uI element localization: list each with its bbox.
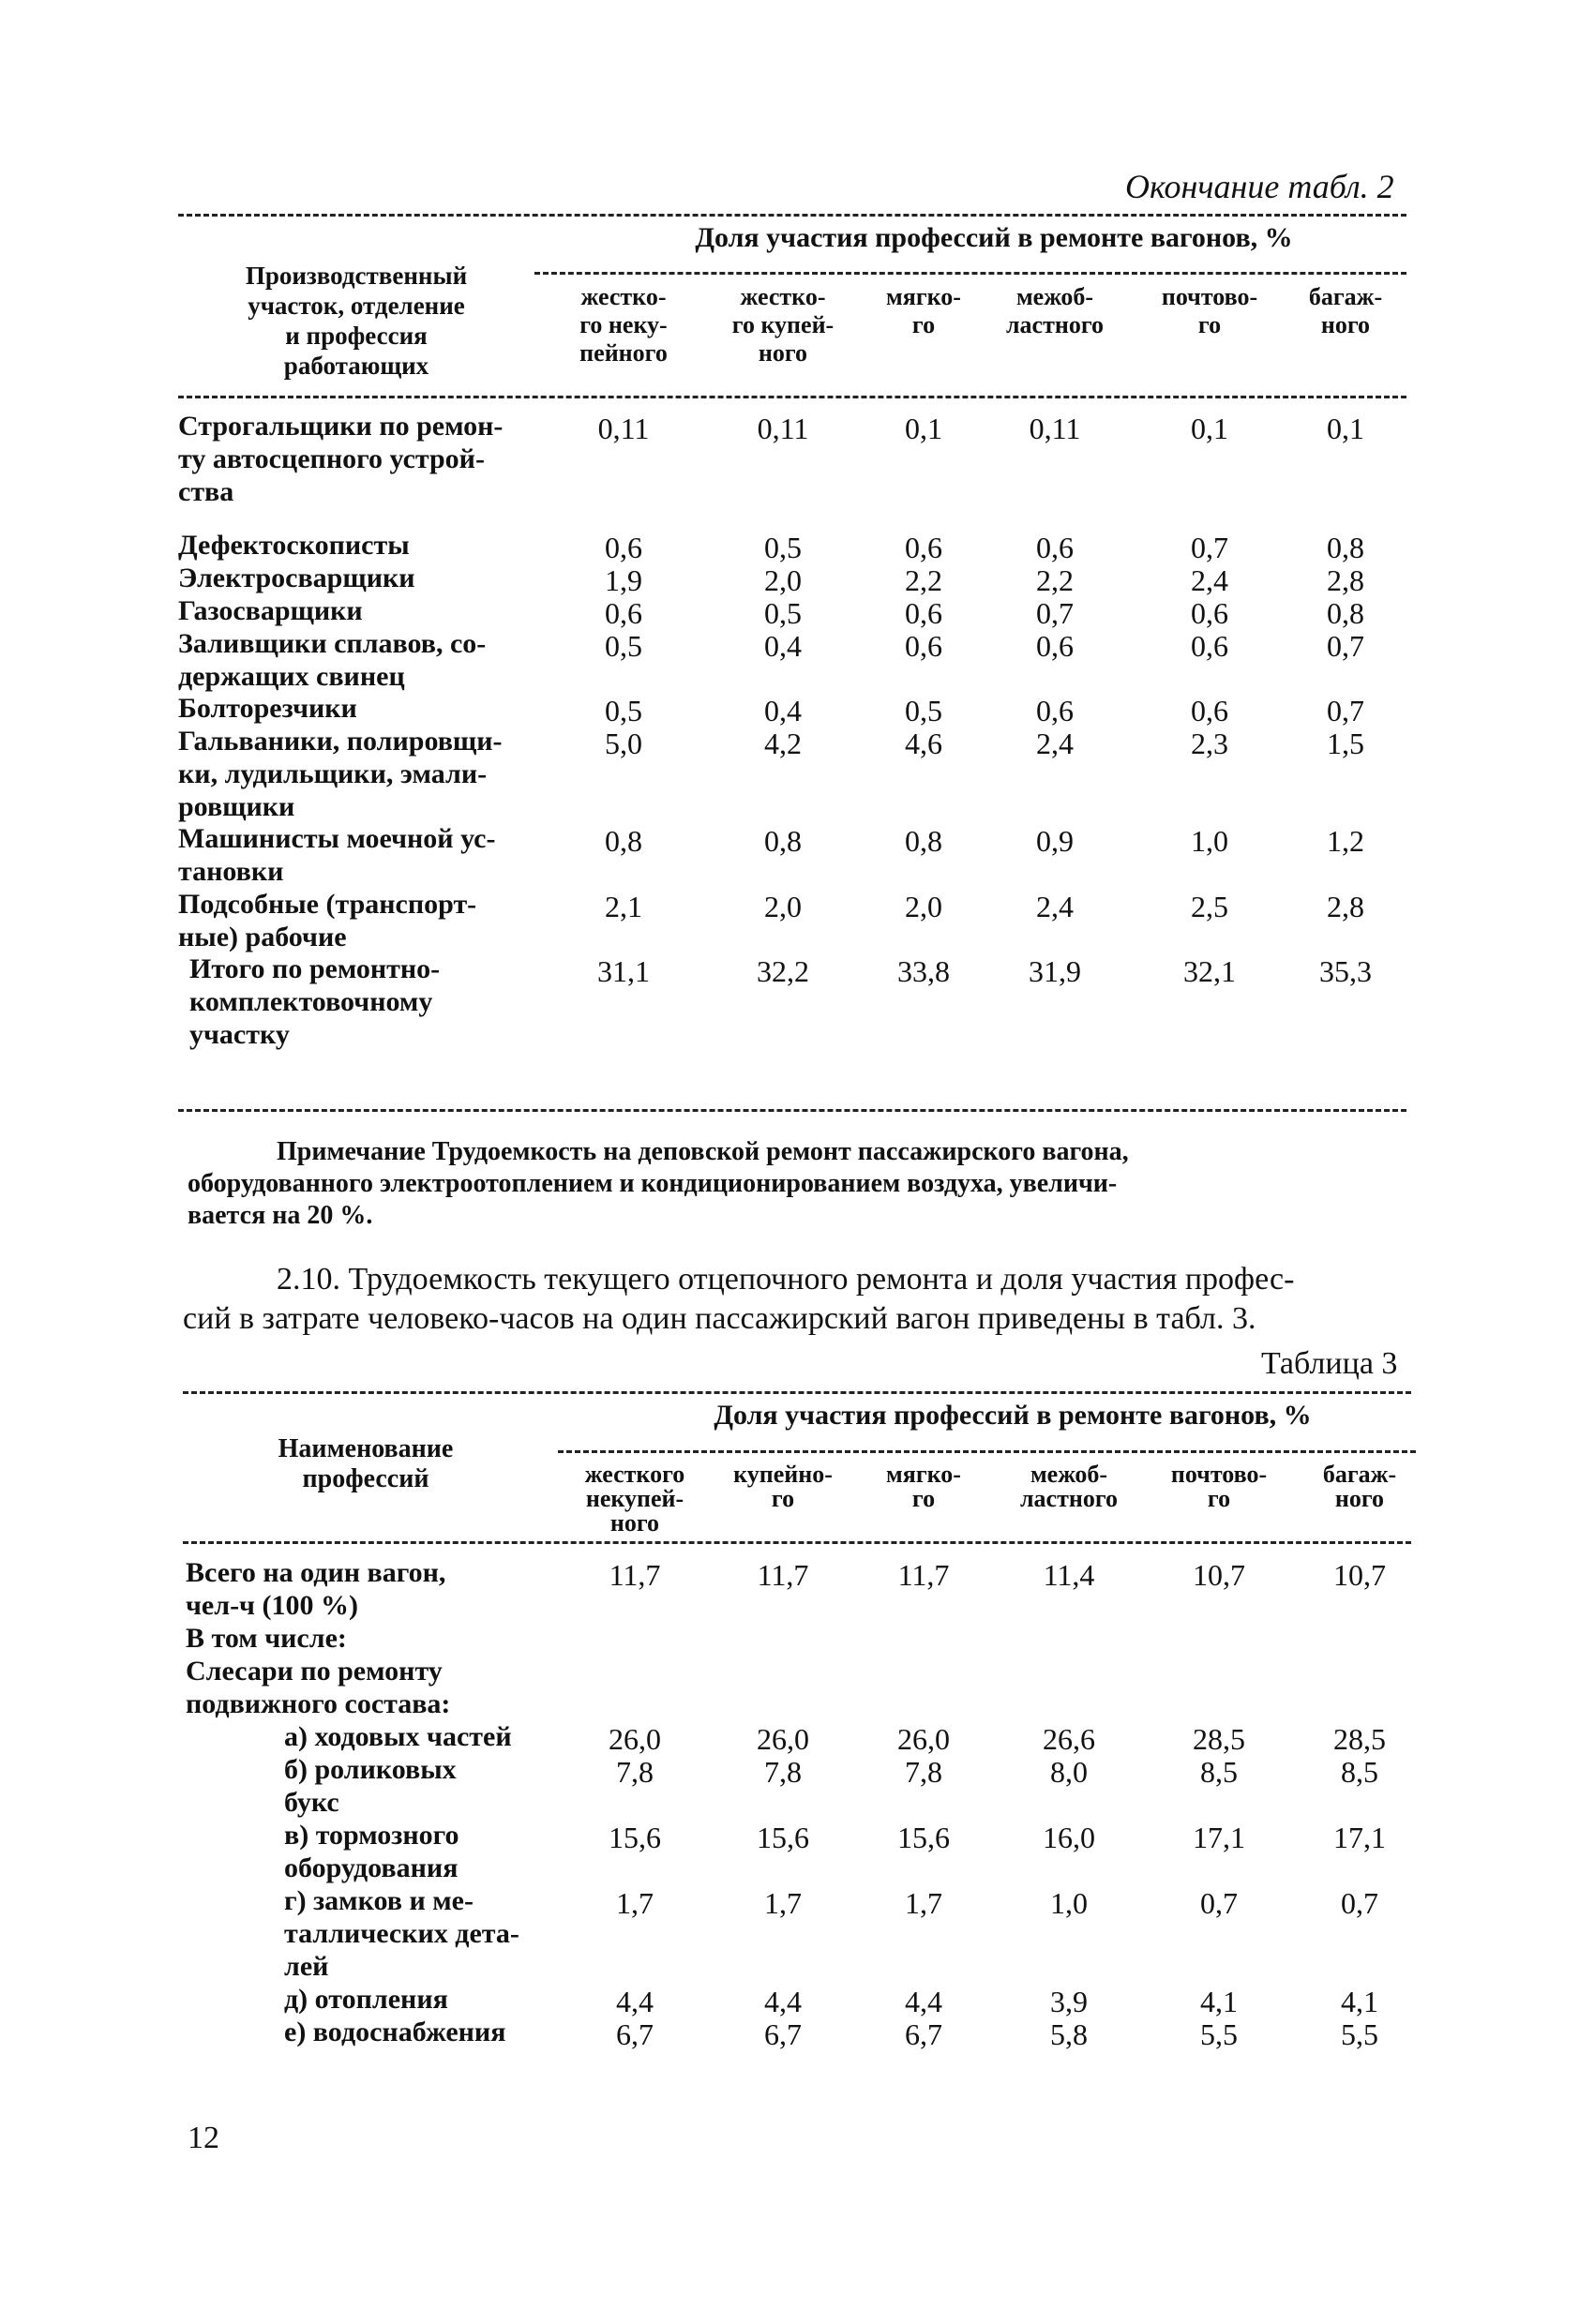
table-cell: 0,5: [605, 629, 642, 663]
table-cell: 4,1: [1341, 1985, 1378, 2018]
section-paragraph: 2.10. Трудоемкость текущего отцепочного ремонта и доля участия профес- сий в затрате человеко-часов на один пассажирский вагон приведены в табл. 3.: [183, 1262, 1295, 1336]
table-cell: 0,1: [1327, 412, 1364, 445]
table-cell: 11,7: [757, 1558, 809, 1592]
table-cell: 16,0: [1043, 1821, 1095, 1854]
table-cell: 11,7: [897, 1558, 950, 1592]
table-cell: 1,7: [905, 1886, 942, 1920]
table-cell: 5,0: [605, 727, 642, 760]
table2-bottom-rule: [178, 1109, 1406, 1112]
table-cell: 11,7: [609, 1558, 661, 1592]
table-cell: 0,8: [1327, 596, 1364, 630]
continuation-caption: Окончание табл. 2: [1125, 168, 1394, 205]
table-cell: 2,0: [764, 563, 802, 597]
table-cell: 10,7: [1193, 1558, 1245, 1592]
row-label: б) роликовых букс: [284, 1754, 457, 1818]
table-cell: 1,2: [1327, 824, 1364, 858]
table-cell: 15,6: [897, 1821, 950, 1854]
table-cell: 0,7: [1327, 629, 1364, 663]
table-cell: 5,5: [1200, 2017, 1238, 2051]
table-cell: 0,6: [605, 531, 642, 564]
table-cell: 1,0: [1050, 1886, 1088, 1920]
table-cell: 2,2: [1036, 563, 1074, 597]
row-label: Строгальщики по ремон- ту автосцепного устрой- ства: [178, 411, 504, 507]
table-cell: 2,3: [1191, 727, 1228, 760]
row-label: Заливщики сплавов, со- держащих свинец: [178, 628, 487, 692]
table-cell: 28,5: [1333, 1722, 1386, 1756]
table-cell: 0,4: [764, 694, 802, 727]
table-cell: 4,6: [905, 727, 942, 760]
row-label: е) водоснабжения: [284, 2017, 506, 2047]
table-cell: 8,5: [1341, 1755, 1378, 1789]
table-cell: 0,6: [1036, 694, 1074, 727]
row-label: Всего на один вагон, чел-ч (100 %): [186, 1557, 446, 1621]
table-cell: 8,5: [1200, 1755, 1238, 1789]
table-cell: 0,6: [1191, 596, 1228, 630]
table-cell: 32,1: [1183, 954, 1236, 988]
table-cell: 2,2: [905, 563, 942, 597]
table-cell: 0,6: [1191, 694, 1228, 727]
table-cell: 0,1: [905, 412, 942, 445]
column-header: мягко- го: [886, 283, 961, 338]
table-cell: 11,4: [1043, 1558, 1095, 1592]
row-label: г) замков и ме- таллических дета- лей: [284, 1885, 519, 1982]
table-cell: 17,1: [1193, 1821, 1245, 1854]
table-cell: 0,5: [905, 694, 942, 727]
table-cell: 1,7: [764, 1886, 802, 1920]
column-header: мягко- го: [886, 1461, 961, 1512]
table-cell: 0,11: [597, 412, 650, 445]
table-cell: 6,7: [905, 2017, 942, 2051]
table-cell: 0,4: [764, 629, 802, 663]
table-cell: 0,7: [1200, 1886, 1238, 1920]
table-cell: 0,7: [1341, 1886, 1378, 1920]
column-header: жестко- го неку- пейного: [579, 283, 668, 367]
table-cell: 7,8: [764, 1755, 802, 1789]
table-cell: 6,7: [616, 2017, 654, 2051]
row-label: а) ходовых частей: [284, 1721, 512, 1752]
table-cell: 6,7: [764, 2017, 802, 2051]
row-label: Гальваники, полировщи- ки, лудильщики, эмали- ровщики: [178, 726, 503, 822]
table-cell: 35,3: [1319, 954, 1372, 988]
table-cell: 1,7: [616, 1886, 654, 1920]
table-cell: 5,5: [1341, 2017, 1378, 2051]
table-cell: 0,8: [605, 824, 642, 858]
table-cell: 2,0: [764, 890, 802, 923]
table-cell: 2,5: [1191, 890, 1228, 923]
table-cell: 4,2: [764, 727, 802, 760]
table-cell: 2,4: [1036, 890, 1074, 923]
table-cell: 4,1: [1200, 1985, 1238, 2018]
table-cell: 0,7: [1327, 694, 1364, 727]
table-cell: 26,0: [897, 1722, 950, 1756]
row-label: Машинисты моечной ус- тановки: [178, 823, 496, 887]
row-label: Слесари по ремонту подвижного состава:: [186, 1656, 451, 1719]
table3-top-rule: [183, 1391, 1411, 1394]
column-header: купейно- го: [733, 1461, 833, 1512]
row-label: Подсобные (транспорт- ные) рабочие: [178, 889, 477, 952]
row-label: Дефектоскописты: [178, 530, 410, 561]
table-cell: 4,4: [616, 1985, 654, 2018]
table-cell: 2,4: [1036, 727, 1074, 760]
table-cell: 15,6: [609, 1821, 661, 1854]
row-label: Итого по ремонтно- комплектовочному участку: [189, 953, 441, 1050]
table3-header-rule: [183, 1541, 1411, 1544]
table-cell: 0,9: [1036, 824, 1074, 858]
row-label: Электросварщики: [178, 562, 415, 593]
table-cell: 2,8: [1327, 890, 1364, 923]
table-cell: 33,8: [897, 954, 950, 988]
column-header: почтово- го: [1170, 1461, 1268, 1512]
table-cell: 0,6: [1191, 629, 1228, 663]
row-label: В том числе:: [186, 1623, 347, 1654]
table-cell: 1,9: [605, 563, 642, 597]
table-cell: 0,8: [1327, 531, 1364, 564]
table-cell: 0,6: [605, 596, 642, 630]
table-cell: 31,9: [1029, 954, 1081, 988]
table-cell: 1,0: [1191, 824, 1228, 858]
table-cell: 17,1: [1333, 1821, 1386, 1854]
table-cell: 10,7: [1333, 1558, 1386, 1592]
table-cell: 26,0: [609, 1722, 661, 1756]
table-cell: 31,1: [597, 954, 650, 988]
column-header: жестко- го купей- ного: [731, 283, 835, 367]
row-label: в) тормозного оборудования: [284, 1820, 459, 1883]
table-cell: 0,11: [757, 412, 809, 445]
table2-group-rule: [534, 272, 1406, 275]
table-cell: 7,8: [616, 1755, 654, 1789]
table-cell: 0,6: [1036, 531, 1074, 564]
table-cell: 4,4: [764, 1985, 802, 2018]
table-cell: 0,7: [1036, 596, 1074, 630]
table-cell: 0,6: [1036, 629, 1074, 663]
table-cell: 4,4: [905, 1985, 942, 2018]
table-cell: 0,7: [1191, 531, 1228, 564]
column-header: жесткого некупей- ного: [584, 1461, 685, 1537]
table3-group-header: Доля участия профессий в ремонте вагонов, %: [714, 1400, 1312, 1431]
table-cell: 0,8: [905, 824, 942, 858]
table-cell: 7,8: [905, 1755, 942, 1789]
table-cell: 26,6: [1043, 1722, 1095, 1756]
column-header: почтово- го: [1161, 283, 1258, 338]
table2-header-rule: [178, 396, 1406, 398]
column-header: межоб- ластного: [1005, 283, 1105, 338]
table-cell: 8,0: [1050, 1755, 1088, 1789]
table3-group-rule: [558, 1450, 1416, 1453]
row-label: д) отопления: [284, 1984, 448, 2015]
table-cell: 26,0: [757, 1722, 809, 1756]
table-cell: 2,4: [1191, 563, 1228, 597]
table-cell: 0,6: [905, 531, 942, 564]
column-header: межоб- ластного: [1019, 1461, 1119, 1512]
table-cell: 0,11: [1029, 412, 1081, 445]
table-cell: 0,8: [764, 824, 802, 858]
column-header: багаж- ного: [1322, 1461, 1397, 1512]
page-number: 12: [188, 2121, 219, 2155]
table-cell: 0,6: [905, 629, 942, 663]
table2-group-header: Доля участия профессий в ремонте вагонов, %: [695, 222, 1293, 253]
table-cell: 2,8: [1327, 563, 1364, 597]
table3-caption: Таблица 3: [1261, 1346, 1398, 1381]
table-cell: 28,5: [1193, 1722, 1245, 1756]
table-cell: 2,0: [905, 890, 942, 923]
table-cell: 2,1: [605, 890, 642, 923]
table-cell: 0,5: [764, 596, 802, 630]
table-cell: 5,8: [1050, 2017, 1088, 2051]
table-cell: 0,1: [1191, 412, 1228, 445]
table2-note: Примечание Трудоемкость на деповской ремонт пассажирского вагона, оборудованного электроотоплением и кондиционированием воздуха, увеличи- вается на 20 %.: [188, 1137, 1129, 1230]
table-cell: 0,6: [905, 596, 942, 630]
table-cell: 32,2: [757, 954, 809, 988]
table-cell: 0,5: [605, 694, 642, 727]
table2-row-header: Производственный участок, отделение и профессия работающих: [245, 262, 468, 380]
table-cell: 15,6: [757, 1821, 809, 1854]
row-label: Болторезчики: [178, 693, 357, 724]
table3-row-header: Наименование профессий: [278, 1434, 454, 1493]
table2-top-rule: [178, 214, 1406, 217]
row-label: Газосварщики: [178, 595, 363, 626]
table-cell: 3,9: [1050, 1985, 1088, 2018]
column-header: багаж- ного: [1308, 283, 1383, 338]
table-cell: 1,5: [1327, 727, 1364, 760]
table-cell: 0,5: [764, 531, 802, 564]
